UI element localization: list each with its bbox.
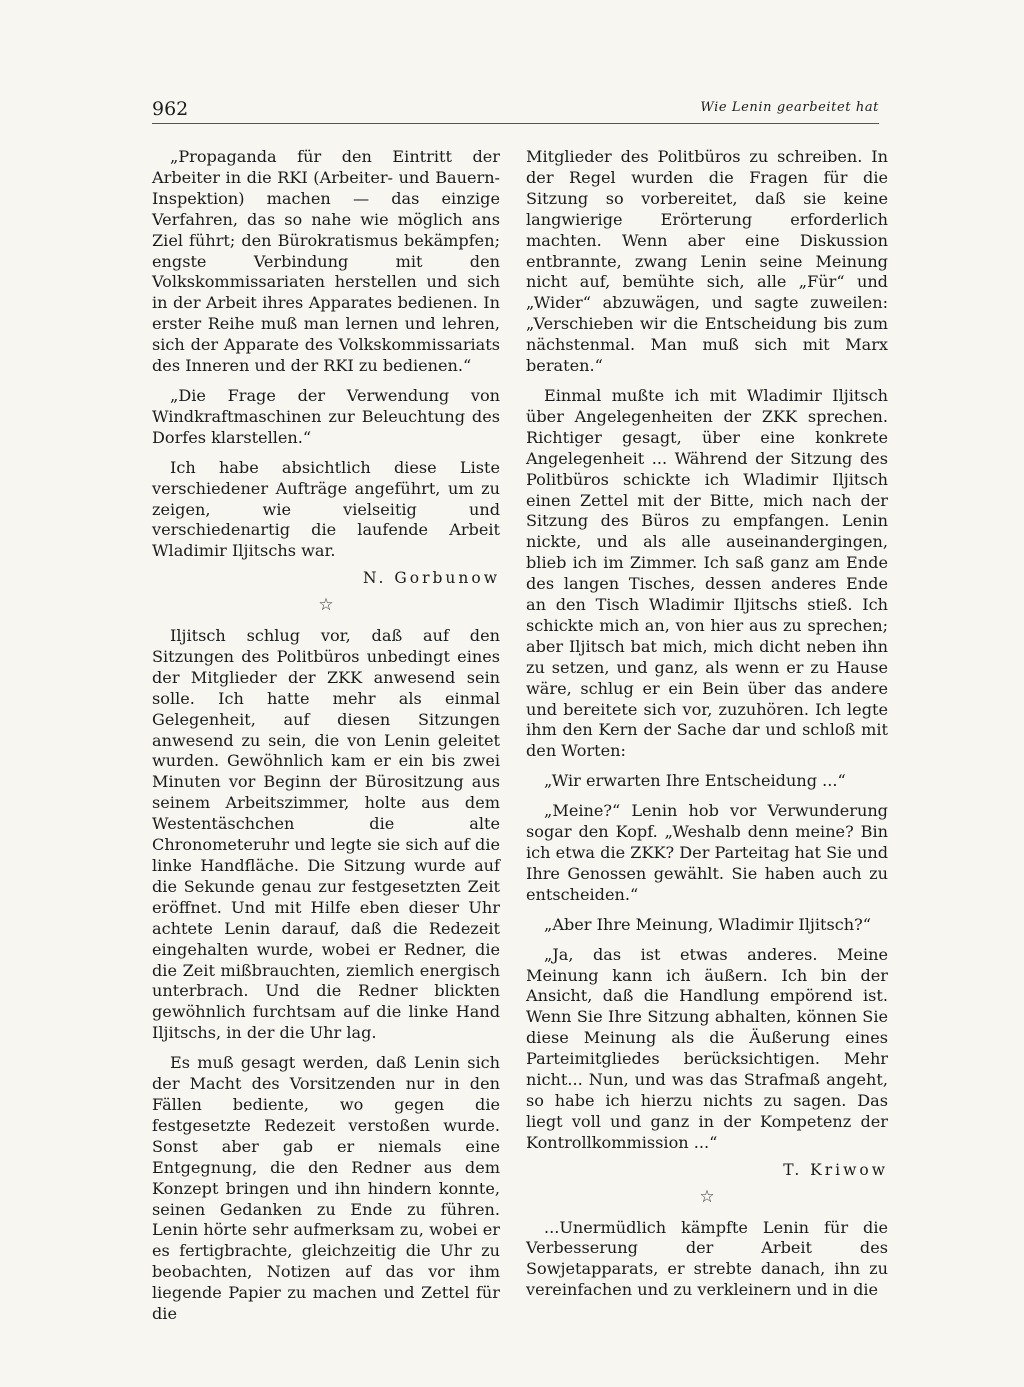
paragraph: ...Unermüdlich kämpfte Lenin für die Verbesserung der Arbeit des Sowjetapparats, er strebte danach, ihn zu vereinfachen und zu verkleinern und in die [526, 1217, 888, 1300]
paragraph: „Wir erwarten Ihre Entscheidung ...“ [544, 771, 846, 791]
page-header [152, 98, 879, 122]
author-signature: N. Gorbunow [362, 569, 500, 588]
right-column [526, 147, 888, 1310]
author-signature: T. Kriwow [783, 1160, 888, 1179]
page-number: 962 [152, 98, 189, 120]
paragraph: „Propaganda für den Eintritt der Arbeiter in die RKI (Arbeiter- und Bauern-Inspektion) machen — das einzige Verfahren, das so nahe wie möglich ans Ziel führt; den Bürokratismus bekämpfen; engste Verbindung mit den Volkskommissariaten herstellen und sich in der Arbeit ihres Apparates bedienen. In erster Reihe muß man lernen und lehren, sich der Apparate des Volkskommissariats des Inneren und der RKI zu bedienen.“ [152, 147, 500, 376]
paragraph: „Meine?“ Lenin hob vor Verwunderung sogar den Kopf. „Weshalb denn meine? Bin ich etwa die ZKK? Der Parteitag hat Sie und Ihre Genossen gewählt. Sie haben auch zu entscheiden.“ [526, 801, 888, 904]
paragraph: „Aber Ihre Meinung, Wladimir Iljitsch?“ [544, 914, 871, 934]
paragraph: „Die Frage der Verwendung von Windkraftmaschinen zur Beleuchtung des Dorfes klarstellen.“ [152, 385, 500, 447]
paragraph: Mitglieder des Politbüros zu schreiben. In der Regel wurden die Fragen für die Sitzung so vorbereitet, daß sie keine langwierige Erörterung erforderlich machten. Wenn aber eine Diskussion entbrannte, zwang Lenin seine Meinung nicht auf, bemühte sich, alle „Für“ und „Wider“ abzuwägen, und sagte zuweilen: „Verschieben wir die Entscheidung bis zum nächstenmal. Man muß sich mit Marx beraten.“ [526, 147, 888, 376]
paragraph: Es muß gesagt werden, daß Lenin sich der Macht des Vorsitzenden nur in den Fällen bediente, wo gegen die festgesetzte Redezeit verstoßen wurde. Sonst aber gab er niemals eine Entgegnung, die den Redner aus dem Konzept bringen und ihn hindern konnte, seinen Gedanken zu Ende zu führen. Lenin hörte sehr aufmerksam zu, wobei er es fertigbrachte, gleichzeitig die Uhr zu beobachten, Notizen auf das vor ihm liegende Papier zu machen und Zettel für die [152, 1053, 500, 1324]
paragraph: „Ja, das ist etwas anderes. Meine Meinung kann ich äußern. Ich bin der Ansicht, daß die Handlung empörend ist. Wenn Sie Ihre Sitzung abhalten, können Sie diese Meinung als die Äußerung eines Parteimitgliedes berücksichtigen. Mehr nicht... Nun, und was das Strafmaß angeht, so habe ich hierzu nichts zu sagen. Das liegt voll und ganz in der Kompetenz der Kontrollkommission ...“ [526, 944, 888, 1152]
star-divider-icon: ☆ [318, 595, 334, 616]
running-title: Wie Lenin gearbeitet hat [700, 100, 879, 115]
paragraph: Ich habe absichtlich diese Liste verschiedener Aufträge angeführt, um zu zeigen, wie vielseitig und verschiedenartig die laufende Arbeit Wladimir Iljitschs war. [152, 457, 500, 561]
paragraph: Iljitsch schlug vor, daß auf den Sitzungen des Politbüros unbedingt eines der Mitglieder der ZKK anwesend sein solle. Ich hatte mehr als einmal Gelegenheit, auf diesen Sitzungen anwesend zu sein, die von Lenin geleitet wurden. Gewöhnlich kam er ein bis zwei Minuten vor Beginn der Bürositzung aus seinem Arbeitszimmer, holte aus dem Westentäschchen die alte Chronometeruhr und legte sie sich auf die linke Handfläche. Die Sitzung wurde auf die Sekunde genau zur festgesetzten Zeit eröffnet. Und mit Hilfe eben dieser Uhr achtete Lenin darauf, daß die Redezeit eingehalten wurde, wobei er Redner, die die Zeit mißbrauchten, ziemlich energisch unterbrach. Und die Redner blickten gewöhnlich furchtsam auf die linke Hand Iljitschs, in der die Uhr lag. [152, 626, 500, 1043]
left-column [152, 147, 500, 1334]
header-rule [152, 123, 879, 124]
star-divider-icon: ☆ [699, 1186, 715, 1207]
paragraph: Einmal mußte ich mit Wladimir Iljitsch über Angelegenheiten der ZKK sprechen. Richtiger gesagt, über eine konkrete Angelegenheit ... Während der Sitzung des Politbüros schickte ich Wladimir Iljitsch einen Zettel mit der Bitte, mich nach der Sitzung des Büros zu empfangen. Lenin nickte, und als alle auseinandergingen, blieb ich im Zimmer. Ich saß ganz am Ende des langen Tisches, dessen anderes Ende an den Tisch Wladimir Iljitschs stieß. Ich schickte mich an, von hier aus zu sprechen; aber Iljitsch bat mich, mich dicht neben ihn zu setzen, und ganz, als wenn er zu Hause wäre, schlug er ein Bein über das andere und bereitete sich vor, zuzuhören. Ich legte ihm den Kern der Sache dar und schloß mit den Worten: [526, 385, 888, 761]
